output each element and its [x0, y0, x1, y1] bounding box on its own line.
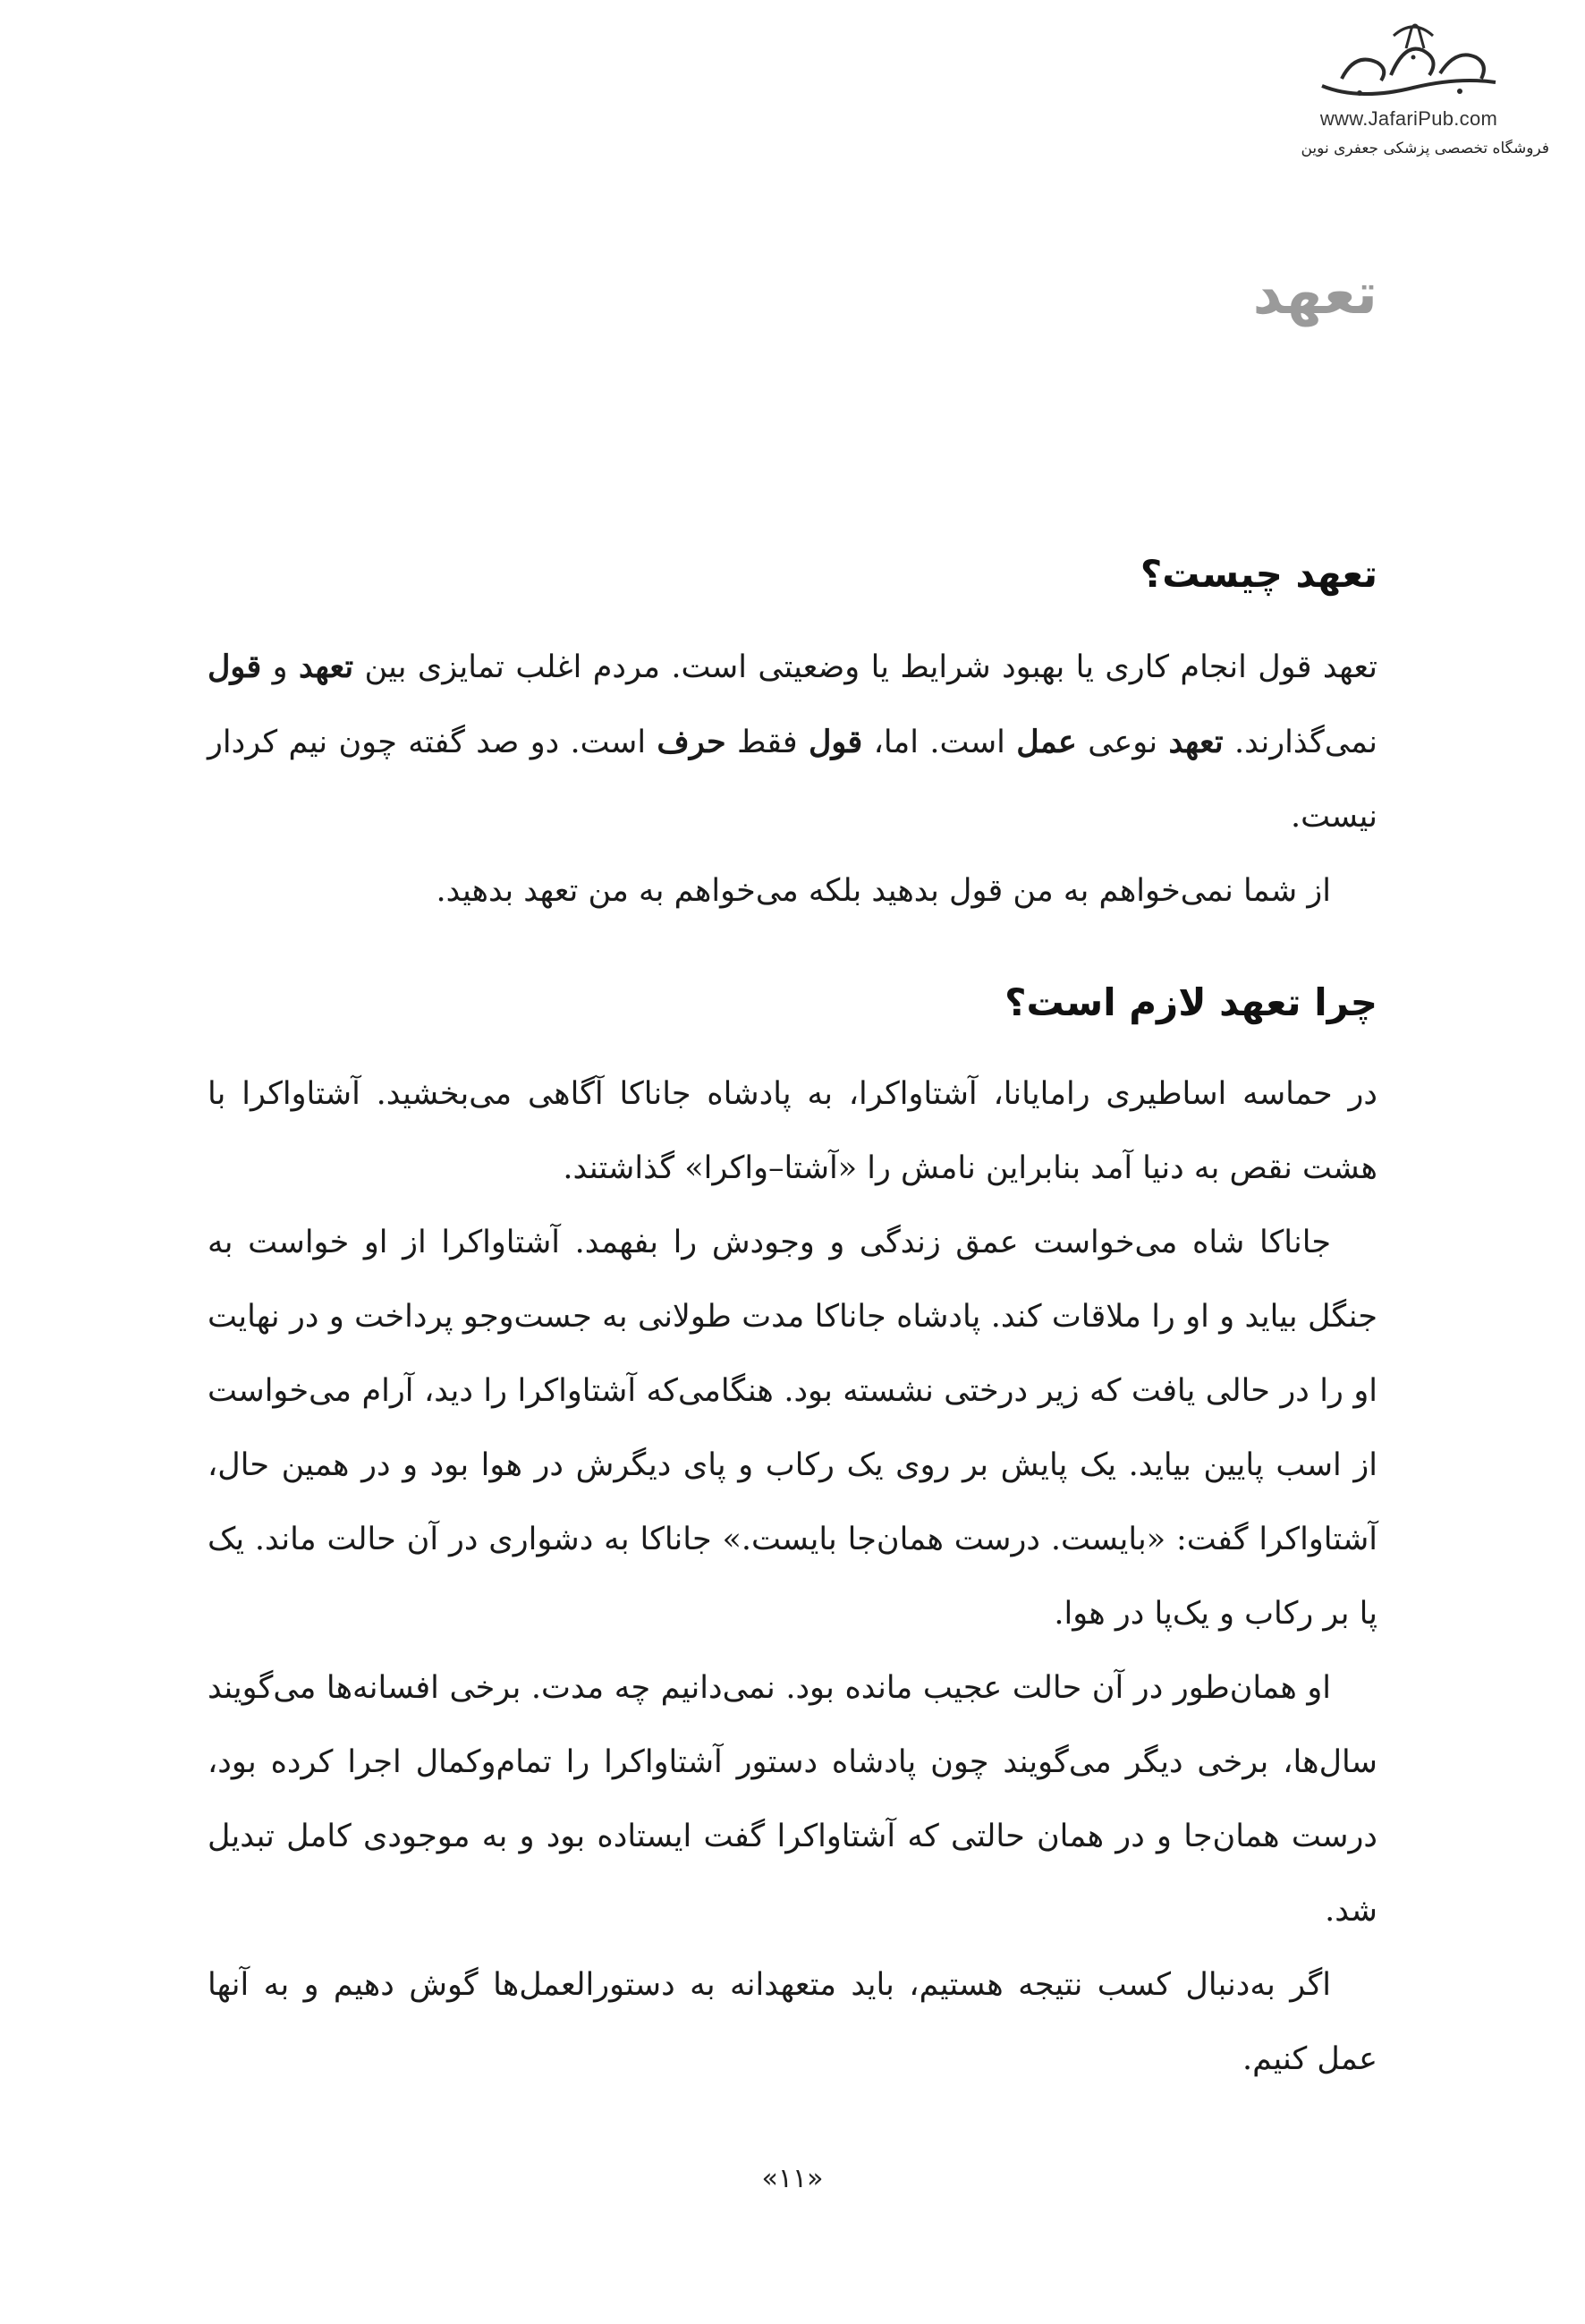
paragraph-definition: تعهد قول انجام کاری یا بهبود شرایط یا وضعیتی است. مردم اغلب تمایزی بین تعهد و قول نمی‌گذارند. تعهد نوعی عمل است. اما، قول فقط حرف است. دو صد گفته چون نیم کردار نیست.	[208, 648, 1377, 835]
paragraph-janaka: جاناکا شاه می‌خواست عمق زندگی و وجودش را بفهمد. آشتاواکرا از او خواست به جنگل بیاید و او را ملاقات کند. پادشاه جاناکا مدت طولانی به جست‌وجو پرداخت و در نهایت او را در حالی یافت که زیر درختی نشسته بود. هنگامی‌که آشتاواکرا را دید، آرام می‌خواست از اسب پایین بیاید. یک پایش بر روی یک رکاب و پای دیگرش در هوا بود و در همین حال، آشتاواکرا گفت: «بایست. درست همان‌جا بایست.» جاناکا به دشواری در آن حالت ماند. یک پا بر رکاب و یک‌پا در هوا.	[208, 1225, 1377, 1633]
section-heading-why-commitment: چرا تعهد لازم است؟	[1004, 980, 1377, 1024]
page-number: «۱۱»	[761, 2163, 824, 2194]
publisher-logo	[1261, 16, 1556, 173]
section-heading-what-is-commitment: تعهد چیست؟	[1140, 552, 1377, 596]
calligraphy-logo-icon	[1306, 16, 1512, 106]
publisher-url: www.JafariPub.com	[1319, 107, 1498, 130]
paragraph-conclusion: اگر به‌دنبال کسب نتیجه هستیم، باید متعهدانه به دستورالعمل‌ها گوش دهیم و به آنها عمل کنیم.	[208, 1967, 1377, 2078]
chapter-title: تعهد	[1252, 261, 1377, 327]
paragraph-quote: از شما نمی‌خواهم به من قول بدهید بلکه می‌خواهم به من تعهد بدهید.	[436, 872, 1331, 909]
page-body	[208, 550, 1377, 2097]
paragraph-ramayana: در حماسه اساطیری رامایانا، آشتاواکرا، به پادشاه جاناکا آگاهی می‌بخشید. آشتاواکرا با هشت نقص به دنیا آمد بنابراین نامش را «آشتا–واکرا» گذاشتند.	[208, 1076, 1377, 1187]
paragraph-strange-state: او همان‌طور در آن حالت عجیب مانده بود. نمی‌دانیم چه مدت. برخی افسانه‌ها می‌گویند سال‌ها، برخی دیگر می‌گویند چون پادشاه دستور آشتاواکرا را تمام‌وکمال اجرا کرده بود، درست همان‌جا و در همان حالتی که آشتاواکرا گفت ایستاده بود و به موجودی کامل تبدیل شد.	[208, 1670, 1377, 1930]
publisher-caption: فروشگاه تخصصی پزشکی جعفری نوین	[1301, 140, 1549, 157]
